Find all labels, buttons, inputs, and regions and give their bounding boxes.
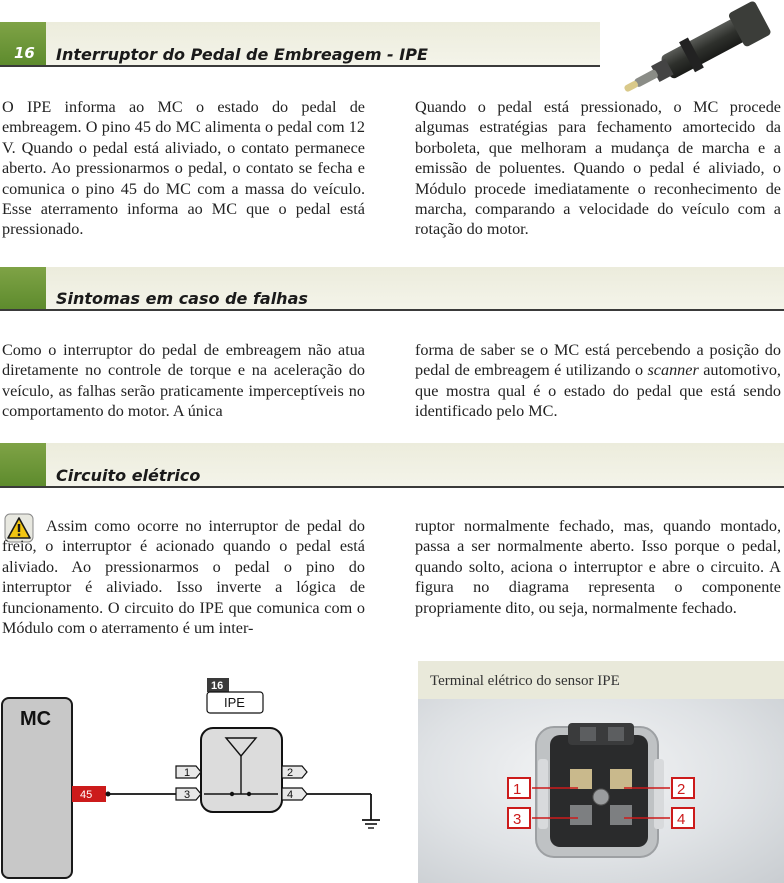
section-accent xyxy=(0,267,46,311)
connector-illustration xyxy=(418,699,784,883)
switch-photo xyxy=(600,0,784,92)
section-title: Circuito elétrico xyxy=(56,466,201,485)
ground-icon xyxy=(362,820,380,828)
mc-label: MC xyxy=(20,708,52,730)
svg-text:2: 2 xyxy=(677,781,686,798)
section-title: Interruptor do Pedal de Embreagem - IPE xyxy=(56,45,428,64)
svg-text:2: 2 xyxy=(287,767,294,779)
mc-pin-label: 45 xyxy=(80,789,93,801)
symptoms-left-paragraph: Como o interruptor do pedal de embreagem não atua diretamente no controle de torque e na aceleração do veículo, as falhas serão praticamente imperceptíveis no comportamento do motor. A única xyxy=(2,341,365,421)
svg-text:3: 3 xyxy=(513,811,522,828)
intro-right-paragraph: Quando o pedal está pressionado, o MC procede algumas estratégias para fechamento amortecido da borboleta, que melhoram a mudança de marcha e a emissão de poluentes. Quando o pedal é aliviado, o Módulo procede imediatamente o reconhecimento de marcha, comparando a velocidade do veículo com a rotação do motor. xyxy=(415,98,781,239)
photo-caption: Terminal elétrico do sensor IPE xyxy=(430,673,620,689)
svg-text:1: 1 xyxy=(184,767,191,779)
svg-text:4: 4 xyxy=(287,789,294,801)
header-rule xyxy=(0,486,784,488)
pin-2 xyxy=(282,766,307,778)
photo-caption-bar xyxy=(418,661,784,699)
component-number: 16 xyxy=(211,680,224,692)
component-label: IPE xyxy=(224,695,245,710)
circuit-diagram xyxy=(0,670,400,883)
section-title: Sintomas em caso de falhas xyxy=(56,289,308,308)
svg-text:3: 3 xyxy=(184,789,191,801)
circuit-left-paragraph: Assim como ocorre no interruptor de pedal do freio, o interruptor é acionado quando o pedal está aliviado. Ao pressionarmos o pedal o pino do interruptor é aliviado. Isso inverte a lógica de funcionamento. O circuito do IPE que comunica com o Módulo com o aterramento é um inter- xyxy=(2,517,365,638)
section-number: 16 xyxy=(14,44,35,62)
pin-4 xyxy=(282,788,307,800)
section-accent xyxy=(0,443,46,488)
header-rule xyxy=(0,309,784,311)
scanner-term: scanner xyxy=(647,361,699,380)
svg-text:1: 1 xyxy=(513,781,522,798)
intro-left-paragraph: O IPE informa ao MC o estado do pedal de embreagem. O pino 45 do MC alimenta o pedal com 12 V. Quando o pedal está aliviado, o contato permanece aberto. Ao pressionarmos o pedal, o contato se fecha e comunica o pino 45 do MC com a massa do veículo. Esse aterramento informa ao MC que o pedal está pressionado. xyxy=(2,98,365,239)
svg-text:4: 4 xyxy=(677,811,686,828)
symptoms-right-paragraph: forma de saber se o MC está percebendo a posição do pedal de embreagem é utilizando o scanner automotivo, que mostra qual é o estado do pedal que está sendo identificado pelo MC. xyxy=(415,341,781,421)
circuit-right-paragraph: ruptor normalmente fechado, mas, quando montado, passa a ser normalmente aberto. Isso porque o pedal, quando solto, aciona o interruptor e abre o circuito. A figura no diagrama representa o componente propriamente dito, ou seja, normalmente fechado. xyxy=(415,517,781,617)
